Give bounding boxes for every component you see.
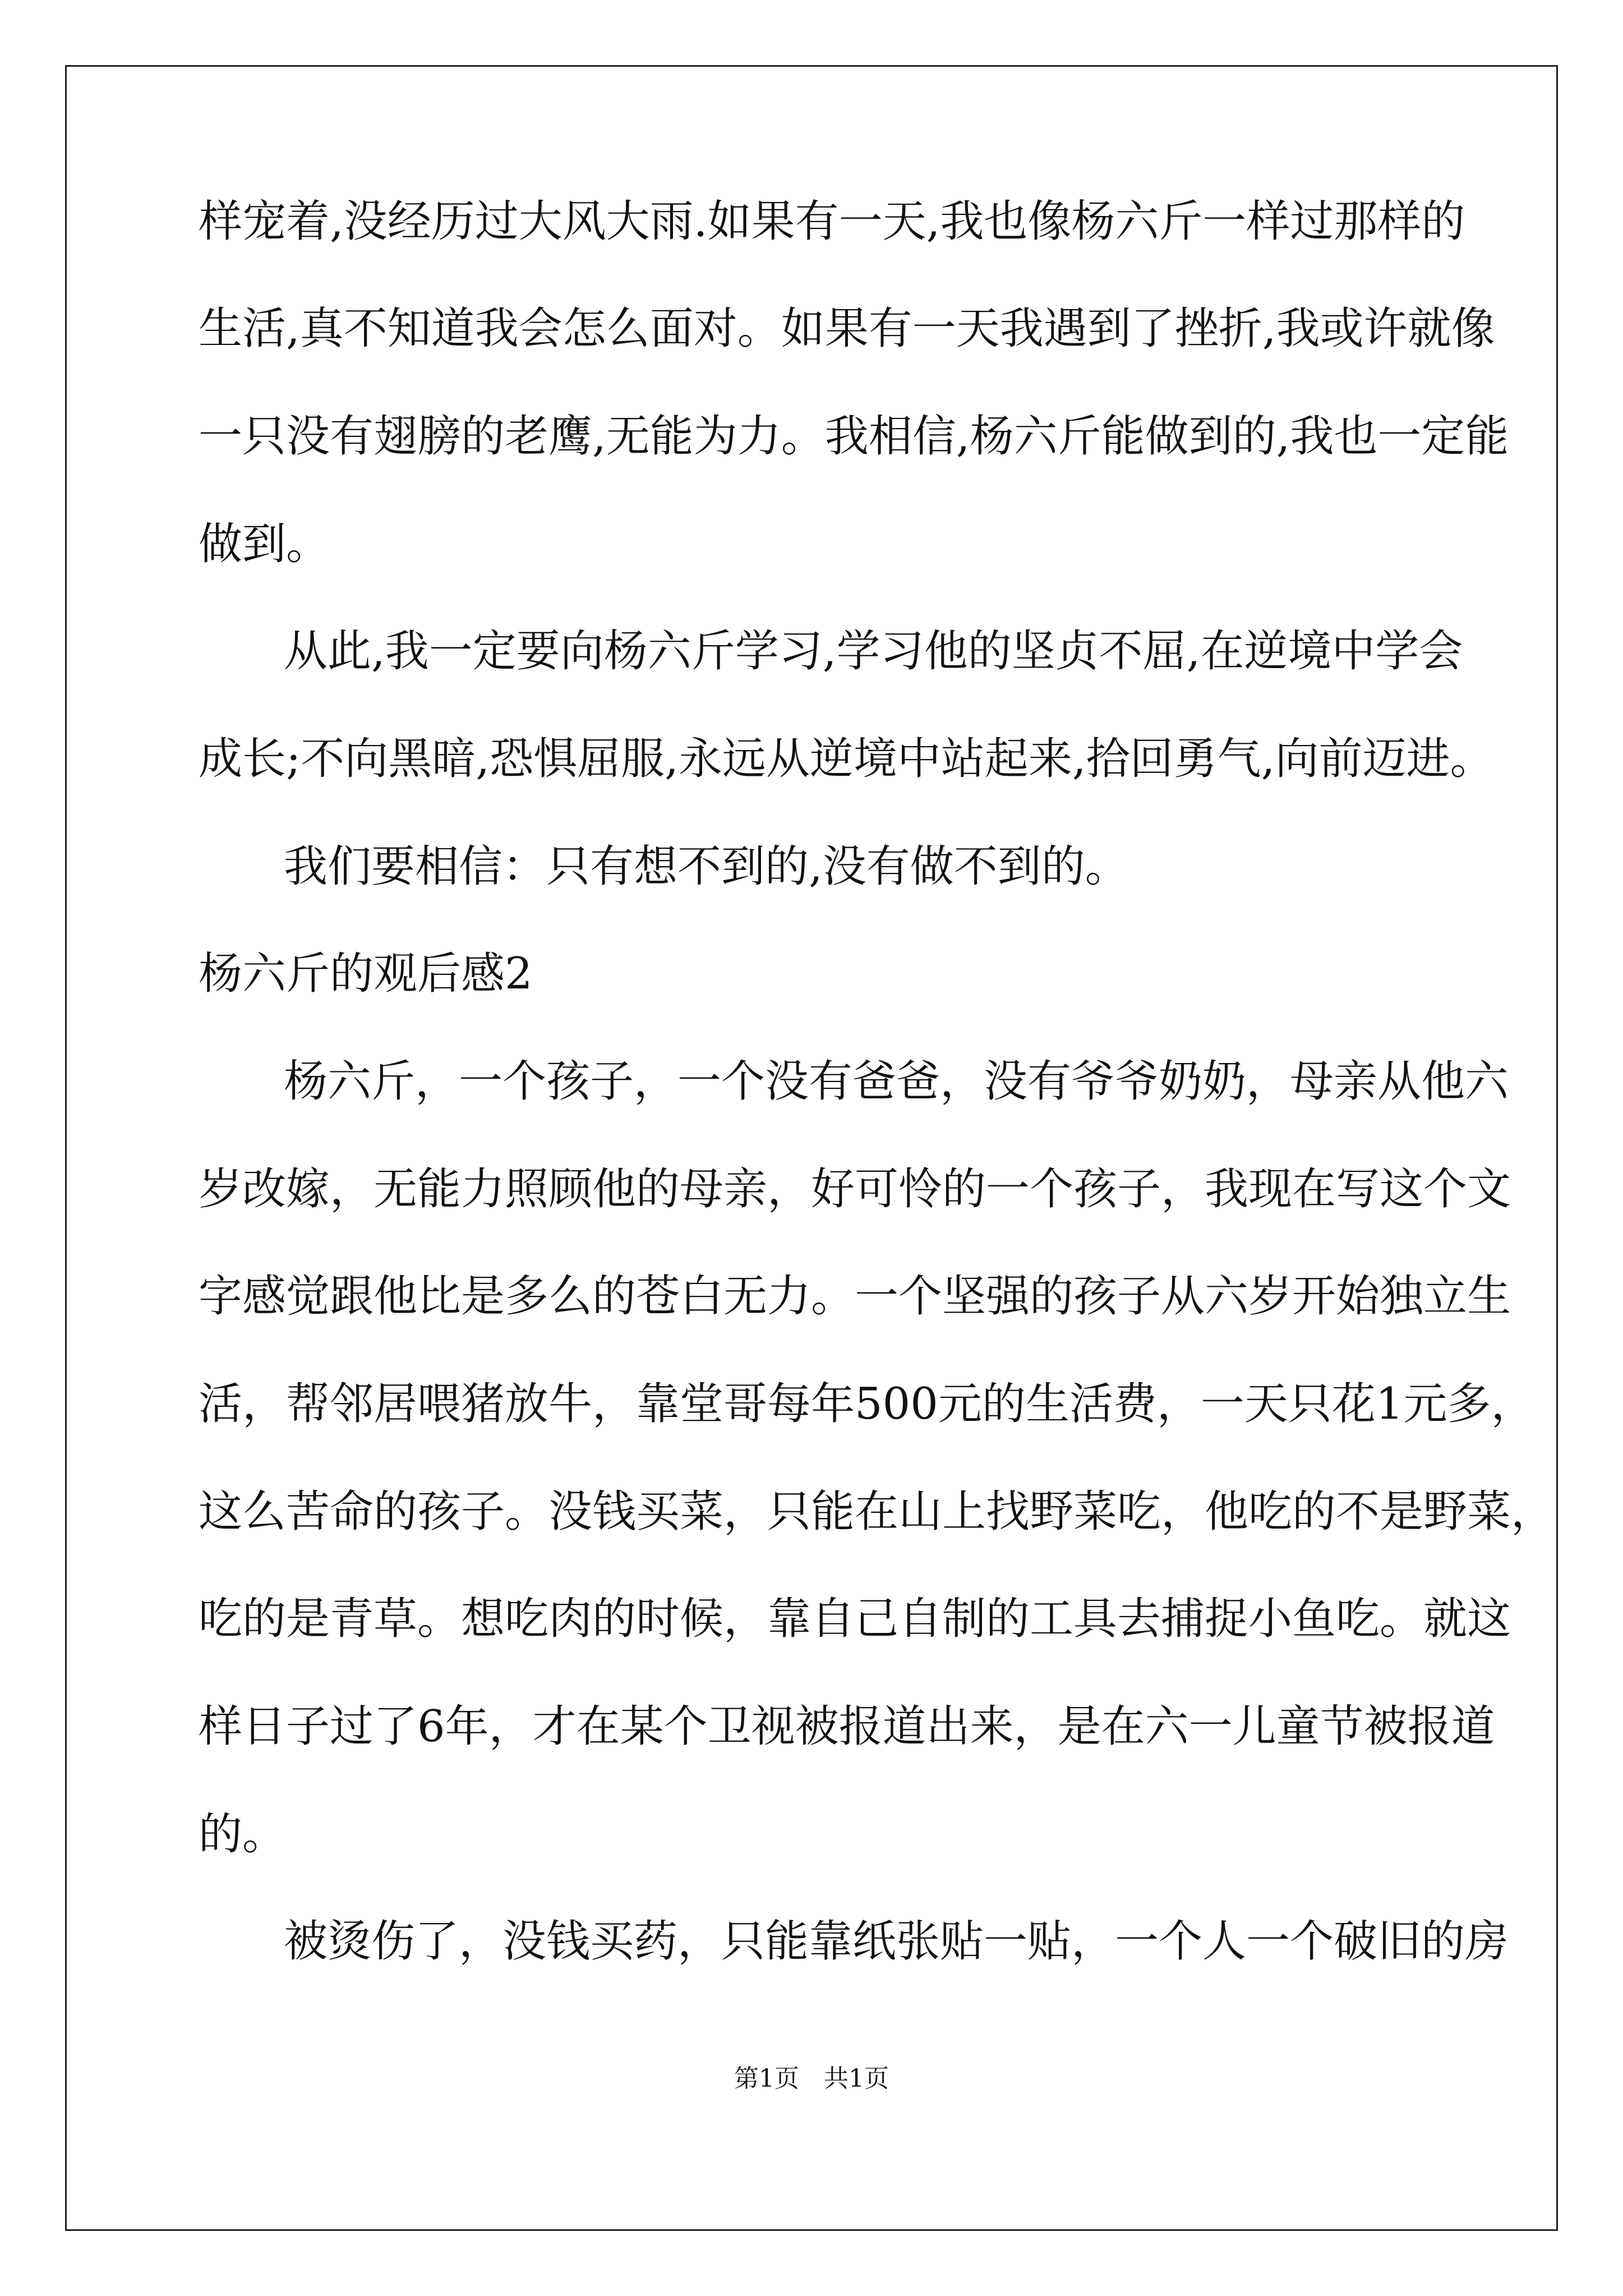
text-line: 字感觉跟他比是多么的苍白无力。一个坚强的孩子从六岁开始独立生 [199, 1271, 1511, 1322]
text-line: 杨六斤，一个孩子，一个没有爸爸，没有爷爷奶奶，母亲从他六 [284, 1056, 1509, 1107]
text-line: 岁改嫁，无能力照顾他的母亲，好可怜的一个孩子，我现在写这个文 [199, 1164, 1511, 1214]
text-line: 成长;不向黑暗,恐惧屈服,永远从逆境中站起来,拾回勇气,向前迈进。 [199, 734, 1494, 784]
text-line: 活，帮邻居喂猪放牛，靠堂哥每年500元的生活费，一天只花1元多， [199, 1379, 1535, 1429]
text-line: 生活,真不知道我会怎么面对。如果有一天我遇到了挫折,我或许就像 [199, 303, 1495, 354]
text-line: 我们要相信：只有想不到的,没有做不到的。 [284, 841, 1129, 892]
text-line: 样宠着,没经历过大风大雨.如果有一天,我也像杨六斤一样过那样的 [199, 196, 1465, 247]
text-line: 被烫伤了，没钱买药，只能靠纸张贴一贴，一个人一个破旧的房 [284, 1916, 1509, 1967]
text-line: 样日子过了6年，才在某个卫视被报道出来，是在六一儿童节被报道 [199, 1701, 1495, 1752]
text-line: 从此,我一定要向杨六斤学习,学习他的坚贞不屈,在逆境中学会 [284, 626, 1463, 677]
page-border [65, 65, 1558, 2231]
section-heading: 杨六斤的观后感2 [199, 949, 533, 999]
text-line: 吃的是青草。想吃肉的时候，靠自己自制的工具去捕捉小鱼吃。就这 [199, 1594, 1511, 1644]
text-line: 一只没有翅膀的老鹰,无能为力。我相信,杨六斤能做到的,我也一定能 [199, 411, 1509, 462]
text-line: 这么苦命的孩子。没钱买菜，只能在山上找野菜吃，他吃的不是野菜， [199, 1487, 1555, 1537]
page-number: 第1页 共1页 [734, 2064, 889, 2093]
text-line: 做到。 [199, 519, 330, 569]
text-line: 的。 [199, 1809, 287, 1860]
